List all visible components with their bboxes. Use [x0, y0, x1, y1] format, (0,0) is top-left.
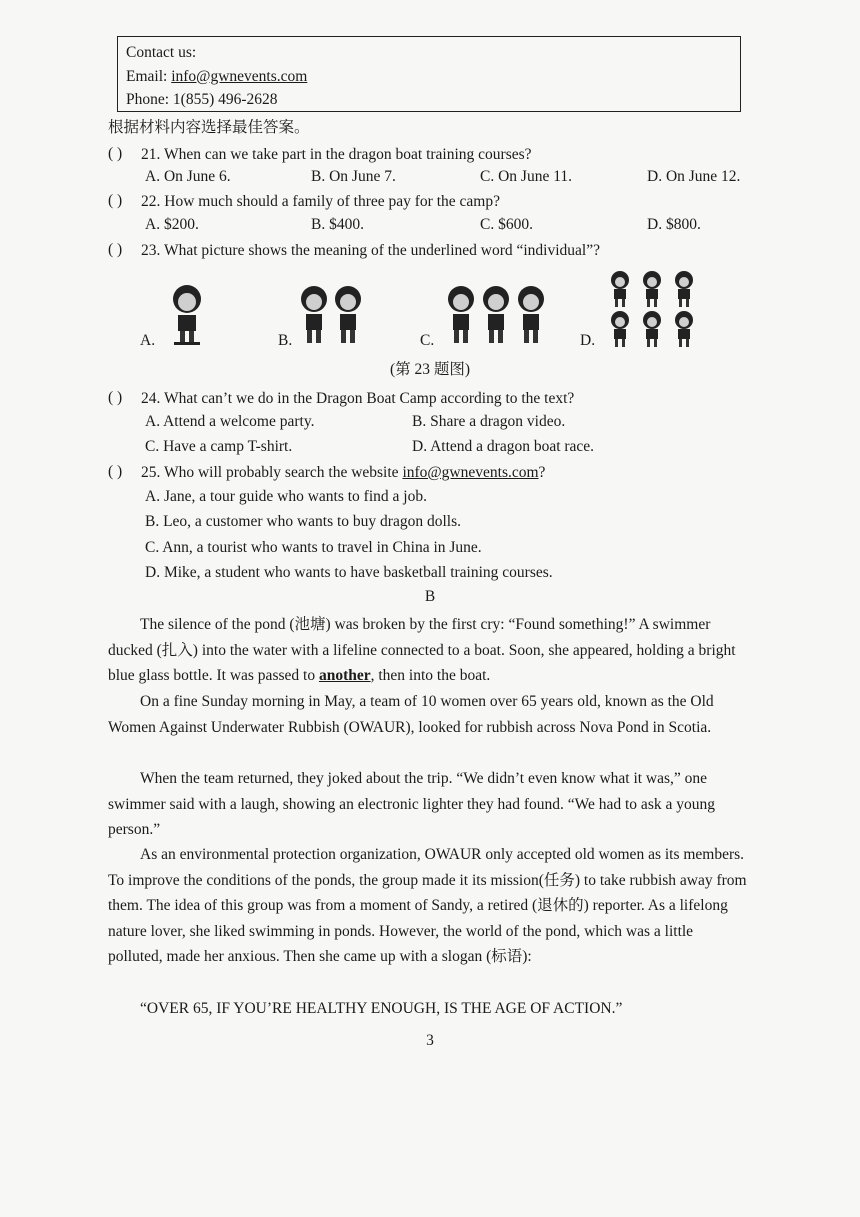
- person-figure-icon: [166, 284, 208, 346]
- q24-option-c: C. Have a camp T-shirt.: [145, 438, 293, 455]
- email-label: Email:: [126, 67, 172, 85]
- instruction-text: 根据材料内容选择最佳答案。: [108, 119, 310, 136]
- contact-heading: Contact us:: [126, 44, 197, 61]
- q24-option-b: B. Share a dragon video.: [412, 413, 566, 430]
- p1-text-after: , then into the boat.: [370, 667, 491, 685]
- passage-paragraph-4: As an environmental protection organization, OWAUR only accepted old women as its members. To improve the conditions of the ponds, the group made it its mission(任务) to take rubbish away from them. The idea of this group was from a moment of Sandy, a retired (退休的) reporter. As a lifelong nature lover, she liked swimming in ponds. However, the world of the pond, which was a little polluted, made her anxious. Then she came up with a slogan (标语):: [108, 846, 747, 966]
- group-people-icon: [604, 270, 704, 350]
- passage-slogan: “OVER 65, IF YOU’RE HEALTHY ENOUGH, IS THE AGE OF ACTION.”: [140, 1000, 623, 1017]
- answer-paren-23: ( ): [108, 241, 123, 258]
- passage-paragraph-3: When the team returned, they joked about the trip. “We didn’t even know what it was,” one swimmer said with a laugh, showing an electronic lighter they had found. “We had to ask a young person.”: [108, 770, 715, 839]
- passage-paragraph-1: [108, 612, 750, 689]
- q25-option-a: A. Jane, a tour guide who wants to find a job.: [145, 488, 427, 505]
- contact-email-line: [126, 65, 732, 89]
- q25-website-link[interactable]: info@gwnevents.com: [402, 464, 539, 481]
- answer-paren-22: ( ): [108, 192, 123, 209]
- figure-b: [278, 268, 378, 352]
- q25-option-d: D. Mike, a student who wants to have basketball training courses.: [145, 564, 553, 581]
- contact-box: [117, 36, 741, 112]
- q23-figures: [140, 268, 760, 352]
- answer-paren-24: ( ): [108, 389, 123, 406]
- answer-paren-21: ( ): [108, 145, 123, 162]
- figure-b-label: B.: [278, 332, 293, 349]
- passage-paragraph-2: On a fine Sunday morning in May, a team of 10 women over 65 years old, known as the Old Women Against Underwater Rubbish (OWAUR), looked for rubbish across Nova Pond in Scotia.: [108, 693, 714, 736]
- contact-phone: Phone: 1(855) 496-2628: [126, 91, 278, 108]
- q22-option-c: C. $600.: [480, 216, 533, 233]
- two-people-icon: [296, 284, 368, 346]
- answer-paren-25: ( ): [108, 463, 123, 480]
- q21-option-b: B. On June 7.: [311, 168, 396, 185]
- figure-a-label: A.: [140, 332, 156, 349]
- email-link[interactable]: info@gwnevents.com: [171, 67, 308, 85]
- q25-text-suffix: ?: [538, 464, 546, 481]
- q24-option-d: D. Attend a dragon boat race.: [412, 438, 595, 455]
- q22-option-a: A. $200.: [145, 216, 199, 233]
- figure-d: [580, 268, 720, 352]
- figure-a: [140, 268, 240, 352]
- three-people-icon: [444, 284, 548, 346]
- q21-option-a: A. On June 6.: [145, 168, 231, 185]
- q21-option-d: D. On June 12.: [647, 168, 741, 185]
- figure-d-label: D.: [580, 332, 596, 349]
- section-b-title: B: [424, 588, 436, 605]
- p1-underlined-word: another: [318, 667, 371, 685]
- question-25-text: [141, 463, 545, 483]
- q24-option-a: A. Attend a welcome party.: [145, 413, 315, 430]
- question-21-text: 21. When can we take part in the dragon boat training courses?: [141, 146, 532, 163]
- question-23-text: 23. What picture shows the meaning of the underlined word “individual”?: [141, 242, 600, 259]
- q22-option-b: B. $400.: [311, 216, 364, 233]
- figure-c-label: C.: [420, 332, 435, 349]
- question-24-text: 24. What can’t we do in the Dragon Boat Camp according to the text?: [141, 390, 575, 407]
- q22-option-d: D. $800.: [647, 216, 701, 233]
- question-22-text: 22. How much should a family of three pay for the camp?: [141, 193, 500, 210]
- q21-option-c: C. On June 11.: [480, 168, 572, 185]
- q25-option-c: C. Ann, a tourist who wants to travel in China in June.: [145, 539, 482, 556]
- figure-c: [420, 268, 560, 352]
- figure-caption: (第 23 题图): [389, 361, 471, 378]
- p1-text-before: The silence of the pond (池塘) was broken by the first cry: “Found something!” A swimmer ducked (扎入) into the water with a lifeline connected to a boat. Soon, she appeared, holding a bright blue glass bottle. It was passed to: [108, 616, 736, 685]
- q25-text-prefix: 25. Who will probably search the website: [141, 464, 403, 481]
- page-number: 3: [426, 1032, 434, 1049]
- q25-option-b: B. Leo, a customer who wants to buy dragon dolls.: [145, 513, 461, 530]
